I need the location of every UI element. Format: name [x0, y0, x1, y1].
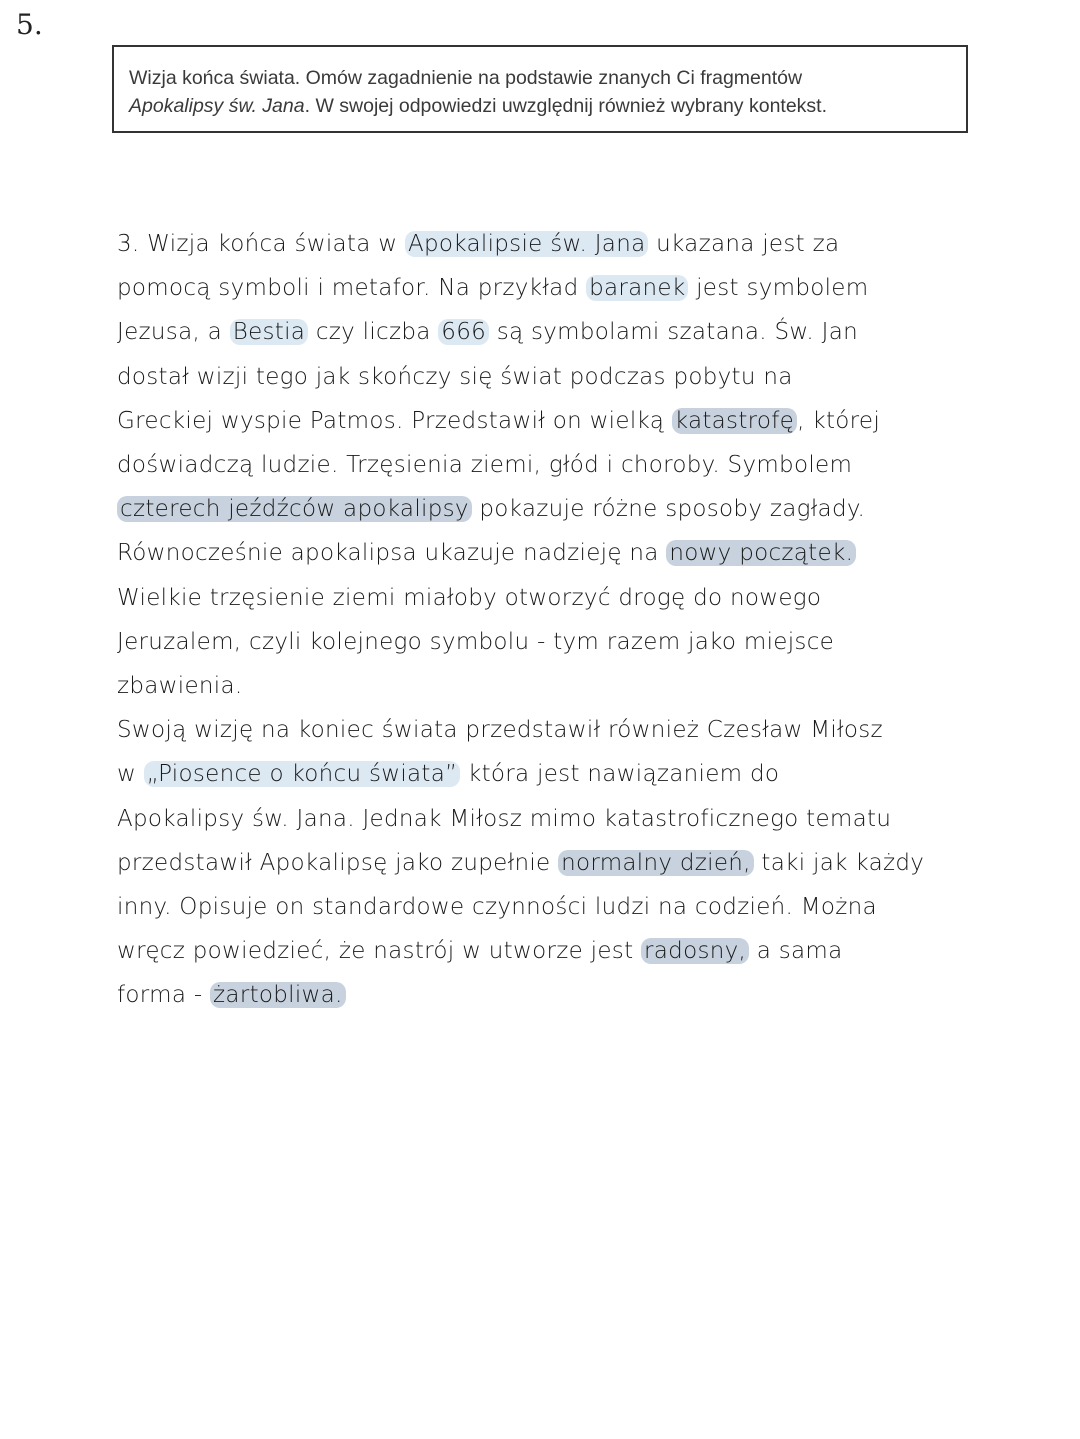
answer-text: Jeruzalem, czyli kolejnego symbolu - tym razem jako miejsce [117, 628, 835, 655]
answer-line [117, 399, 1017, 443]
answer-text: wręcz powiedzieć, że nastrój w utworze jest [117, 938, 642, 965]
answer-line [117, 797, 1017, 841]
answer-text: taki jak każdy [753, 849, 925, 876]
answer-text: dostał wizji tego jak skończy się świat podczas pobytu na [117, 363, 793, 390]
answer-line [117, 443, 1017, 487]
task-prompt-title-italic: Apokalipsy św. Jana [129, 95, 305, 117]
highlighted-phrase: radosny, [641, 938, 749, 964]
answer-text: zbawienia. [117, 673, 243, 700]
highlighted-phrase: czterech jeźdźców apokalipsy [117, 496, 472, 522]
highlighted-phrase: baranek [586, 275, 688, 301]
highlighted-phrase: żartobliwa. [210, 982, 346, 1008]
answer-text: ukazana jest za [648, 231, 840, 257]
answer-line [117, 973, 1017, 1017]
answer-line [117, 752, 1017, 796]
task-prompt-line-2-rest: . W swojej odpowiedzi uwzględnij również wybrany kontekst. [304, 95, 828, 117]
highlighted-phrase: nowy początek. [666, 540, 856, 566]
answer-text: 3. Wizja końca świata w [117, 231, 405, 257]
answer-text: Apokalipsy św. Jana. Jednak Miłosz mimo katastroficznego tematu [117, 805, 892, 832]
answer-line [117, 708, 1017, 752]
answer-line [117, 664, 1017, 708]
highlighted-phrase: Apokalipsie św. Jana [405, 231, 648, 257]
answer-line [117, 266, 1017, 310]
answer-line [117, 620, 1017, 664]
page-number: 5. [16, 8, 43, 41]
answer-line [117, 222, 1017, 266]
answer-line [117, 885, 1017, 929]
answer-text: Greckiej wyspie Patmos. Przedstawił on wielką [117, 407, 672, 434]
answer-line [117, 841, 1017, 885]
answer-text: czy liczba [308, 319, 439, 346]
answer-line [117, 487, 1017, 531]
answer-text: Równocześnie apokalipsa ukazuje nadzieję na [117, 540, 667, 567]
answer-text: są symbolami szatana. Św. Jan [489, 319, 858, 346]
answer-text: pomocą symboli i metafor. Na przykład [117, 275, 587, 302]
answer-text: pokazuje różne sposoby zagłady. [471, 496, 866, 523]
answer-line [117, 576, 1017, 620]
answer-text: Swoją wizję na koniec świata przedstawił również Czesław Miłosz [117, 717, 883, 744]
answer-text: Jezusa, a [117, 319, 230, 346]
highlighted-phrase: „Piosence o końcu świata” [144, 761, 461, 787]
answer-text: a sama [749, 938, 843, 965]
highlighted-phrase: 666 [438, 319, 489, 345]
handwritten-answer [117, 222, 1017, 1018]
task-prompt-line-2 [129, 92, 951, 120]
answer-text: inny. Opisuje on standardowe czynności ludzi na codzień. Można [117, 894, 877, 921]
task-prompt-line-1: Wizja końca świata. Omów zagadnienie na podstawie znanych Ci fragmentów [129, 67, 803, 89]
answer-text: , której [797, 407, 881, 434]
highlighted-phrase: normalny dzień, [558, 850, 754, 876]
answer-text: w [117, 761, 144, 788]
answer-line [117, 355, 1017, 399]
answer-line [117, 929, 1017, 973]
answer-text: forma - [117, 982, 211, 1009]
answer-text: przedstawił Apokalipsę jako zupełnie [117, 849, 559, 876]
highlighted-phrase: Bestia [230, 319, 309, 345]
answer-text: jest symbolem [688, 275, 869, 302]
answer-text: doświadczą ludzie. Trzęsienia ziemi, głód i choroby. Symbolem [117, 452, 853, 479]
task-prompt-box [112, 45, 968, 133]
answer-text: Wielkie trzęsienie ziemi miałoby otworzyć drogę do nowego [117, 584, 822, 611]
answer-line [117, 310, 1017, 354]
answer-line [117, 531, 1017, 575]
highlighted-phrase: katastrofę [672, 408, 797, 434]
answer-text: która jest nawiązaniem do [460, 761, 780, 788]
